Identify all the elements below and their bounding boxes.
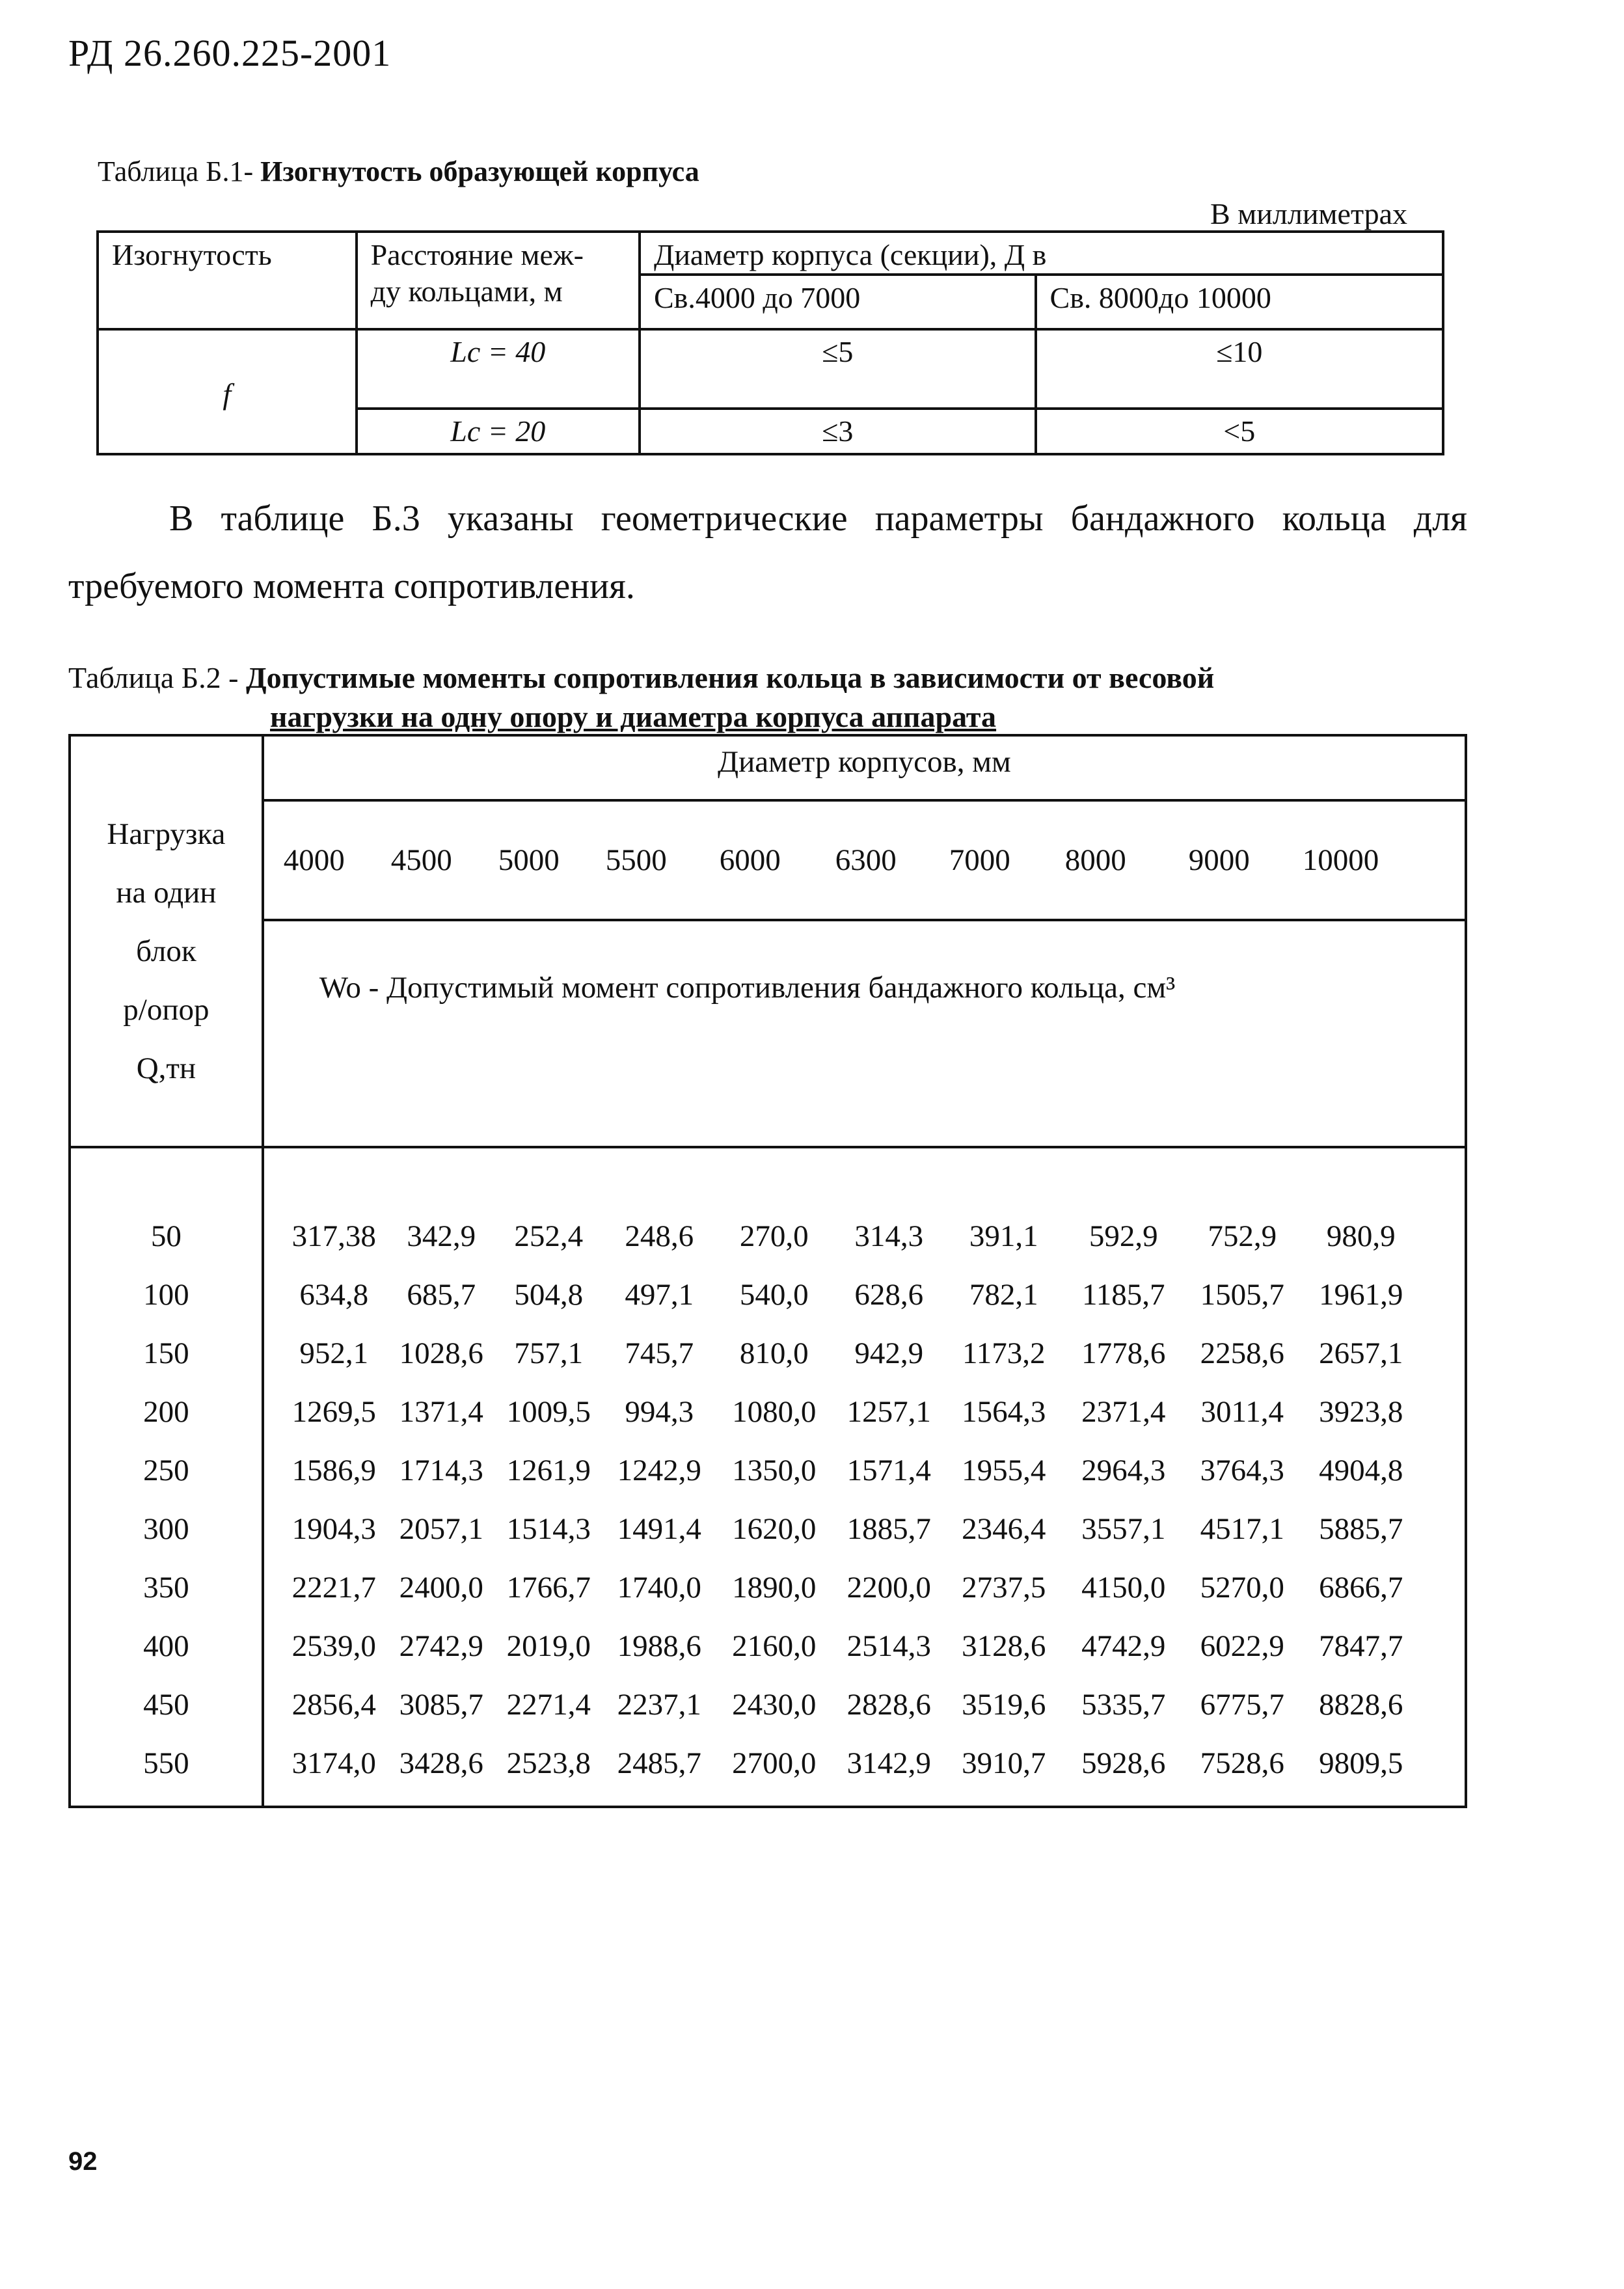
table-cell: 2964,3	[1081, 1454, 1166, 1487]
table-cell: 1514,3	[506, 1512, 591, 1546]
table1-symbol: f	[98, 329, 357, 454]
table-cell: 994,3	[625, 1395, 694, 1429]
table-cell: 2700,0	[732, 1746, 817, 1780]
table-row	[280, 1558, 1465, 1617]
table-cell: 1009,5	[506, 1395, 591, 1429]
table-cell: 4742,9	[1081, 1629, 1166, 1663]
table-cell: 1740,0	[617, 1571, 701, 1605]
table-cell: 317,38	[291, 1219, 376, 1253]
table-cell: 2514,3	[846, 1629, 931, 1663]
table-cell: 1766,7	[506, 1571, 591, 1605]
side-head-line: Нагрузка	[107, 817, 226, 851]
table2-load-column	[70, 1147, 263, 1807]
table-cell: 504,8	[514, 1278, 584, 1312]
load-value: 150	[143, 1336, 189, 1370]
table-cell: 2657,1	[1319, 1336, 1403, 1370]
table1-row2-v1: ≤3	[640, 409, 1036, 454]
table-cell: 3557,1	[1081, 1512, 1166, 1546]
table-cell: 5928,6	[1081, 1746, 1166, 1780]
diameter-label: 4500	[390, 843, 452, 877]
table-cell: 2057,1	[399, 1512, 483, 1546]
table-cell: 3923,8	[1319, 1395, 1403, 1429]
side-head-line: р/опор	[123, 992, 210, 1027]
load-value: 100	[143, 1278, 189, 1312]
table-cell: 2856,4	[291, 1688, 376, 1722]
side-head-line: Q,тн	[136, 1051, 196, 1085]
table-cell: 314,3	[854, 1219, 924, 1253]
table1-row2-v2: <5	[1036, 409, 1443, 454]
diameter-label: 5000	[498, 843, 560, 877]
load-value: 300	[143, 1512, 189, 1546]
load-value: 250	[143, 1454, 189, 1487]
table-cell: 952,1	[299, 1336, 369, 1370]
table-cell: 745,7	[625, 1336, 694, 1370]
table-cell: 2271,4	[506, 1688, 591, 1722]
table-cell: 1988,6	[617, 1629, 701, 1663]
table-cell: 9809,5	[1319, 1746, 1403, 1780]
table-cell: 6866,7	[1319, 1571, 1403, 1605]
table-cell: 2737,5	[962, 1571, 1046, 1605]
table1-header-diameter: Диаметр корпуса (секции), Д в	[640, 232, 1443, 275]
table-cell: 942,9	[854, 1336, 924, 1370]
table1-units: В миллиметрах	[1210, 197, 1408, 230]
table-cell: 3910,7	[962, 1746, 1046, 1780]
table-row	[280, 1734, 1465, 1793]
table-cell: 540,0	[739, 1278, 809, 1312]
table-cell: 1564,3	[962, 1395, 1046, 1429]
table-cell: 1350,0	[732, 1454, 817, 1487]
table-cell: 1371,4	[399, 1395, 483, 1429]
table-row	[280, 1383, 1465, 1441]
table-cell: 782,1	[969, 1278, 1038, 1312]
table-row	[280, 1441, 1465, 1500]
table2-caption-prefix: Таблица Б.2 -	[68, 661, 239, 694]
diameters-list	[284, 843, 1465, 878]
table1-row1-v2: ≤10	[1036, 329, 1443, 409]
table-cell: 3174,0	[291, 1746, 376, 1780]
table-cell: 634,8	[299, 1278, 369, 1312]
table-cell: 1904,3	[291, 1512, 376, 1546]
table1-header-curvature: Изогнутость	[98, 232, 357, 329]
table-cell: 1505,7	[1200, 1278, 1284, 1312]
document-code: РД 26.260.225-2001	[68, 32, 392, 74]
table1-header-d1: Св.4000 до 7000	[640, 275, 1036, 329]
table-row	[280, 1617, 1465, 1675]
table-cell: 2346,4	[962, 1512, 1046, 1546]
table-cell: 3011,4	[1200, 1395, 1284, 1429]
table-cell: 2200,0	[846, 1571, 931, 1605]
table-cell: 342,9	[407, 1219, 476, 1253]
page-number: 92	[68, 2147, 98, 2176]
table2-diameters-row	[263, 800, 1466, 920]
side-head-line: блок	[136, 934, 196, 968]
table-cell: 1261,9	[506, 1454, 591, 1487]
table-cell: 2237,1	[617, 1688, 701, 1722]
table2-diameter-header: Диаметр корпусов, мм	[263, 735, 1466, 800]
table-cell: 810,0	[739, 1336, 809, 1370]
table-cell: 2539,0	[291, 1629, 376, 1663]
load-value: 200	[143, 1395, 189, 1429]
table-cell: 2019,0	[506, 1629, 591, 1663]
diameter-label: 6300	[835, 843, 897, 877]
table-cell: 4150,0	[1081, 1571, 1166, 1605]
table-cell: 1961,9	[1319, 1278, 1403, 1312]
table-cell: 2371,4	[1081, 1395, 1166, 1429]
table2-side-header	[70, 735, 263, 1147]
table-cell: 1778,6	[1081, 1336, 1166, 1370]
table1-header-distance-line2: ду кольцами, м	[370, 275, 563, 308]
table-cell: 6775,7	[1200, 1688, 1284, 1722]
table-cell: 1028,6	[399, 1336, 483, 1370]
table-cell: 2221,7	[291, 1571, 376, 1605]
table-cell: 3764,3	[1200, 1454, 1284, 1487]
table-cell: 252,4	[514, 1219, 584, 1253]
table-cell: 1620,0	[732, 1512, 817, 1546]
table-cell: 757,1	[514, 1336, 584, 1370]
table-cell: 3085,7	[399, 1688, 483, 1722]
diameter-label: 8000	[1064, 843, 1126, 877]
paragraph-line2: требуемого момента сопротивления.	[68, 566, 635, 606]
table2-caption	[68, 658, 1214, 737]
table-row	[280, 1500, 1465, 1558]
table-cell: 2523,8	[506, 1746, 591, 1780]
table-cell: 8828,6	[1319, 1688, 1403, 1722]
table-cell: 3519,6	[962, 1688, 1046, 1722]
table-cell: 3128,6	[962, 1629, 1046, 1663]
table-cell: 248,6	[625, 1219, 694, 1253]
table2-caption-line1: Допустимые моменты сопротивления кольца в зависимости от весовой	[245, 661, 1215, 694]
table1-caption-prefix: Таблица Б.1-	[98, 156, 254, 187]
table-cell: 3142,9	[846, 1746, 931, 1780]
table-cell: 2828,6	[846, 1688, 931, 1722]
table2-wo-header: Wo - Допустимый момент сопротивления бандажного кольца, см³	[263, 920, 1466, 1147]
table-cell: 1080,0	[732, 1395, 817, 1429]
table-row	[280, 1324, 1465, 1383]
table-cell: 4517,1	[1200, 1512, 1284, 1546]
table-row	[280, 1207, 1465, 1266]
diameter-label: 4000	[283, 843, 345, 877]
table1-caption-title: Изогнутость образующей корпуса	[260, 156, 699, 187]
table-cell: 2742,9	[399, 1629, 483, 1663]
table-cell: 6022,9	[1200, 1629, 1284, 1663]
side-head-line: на один	[116, 875, 217, 910]
load-value: 550	[143, 1746, 189, 1780]
table-cell: 1586,9	[291, 1454, 376, 1487]
table-cell: 1890,0	[732, 1571, 817, 1605]
table1-row1-v1: ≤5	[640, 329, 1036, 409]
table1-caption	[98, 155, 699, 188]
load-value: 450	[143, 1688, 189, 1722]
table1-header-distance	[357, 232, 640, 329]
table-cell: 2258,6	[1200, 1336, 1284, 1370]
table-cell: 1269,5	[291, 1395, 376, 1429]
table-row	[280, 1675, 1465, 1734]
table-cell: 7528,6	[1200, 1746, 1284, 1780]
table-cell: 1185,7	[1082, 1278, 1165, 1312]
paragraph-line1: В таблице Б.3 указаны геометрические параметры бандажного кольца для	[169, 498, 1467, 539]
table-cell: 391,1	[969, 1219, 1038, 1253]
table-cell: 5335,7	[1081, 1688, 1166, 1722]
table-cell: 497,1	[625, 1278, 694, 1312]
table-cell: 2400,0	[399, 1571, 483, 1605]
table-cell: 1257,1	[846, 1395, 931, 1429]
table-cell: 2160,0	[732, 1629, 817, 1663]
table-cell: 1714,3	[399, 1454, 483, 1487]
load-value: 400	[143, 1629, 189, 1663]
table1-row2-lc: Lc = 20	[357, 409, 640, 454]
load-value: 350	[143, 1571, 189, 1605]
table-cell: 5885,7	[1319, 1512, 1403, 1546]
load-value: 50	[150, 1219, 182, 1253]
diameter-label: 7000	[949, 843, 1010, 877]
table1-header-distance-line1: Расстояние меж-	[370, 238, 584, 271]
table-cell: 4904,8	[1319, 1454, 1403, 1487]
diameter-label: 6000	[719, 843, 781, 877]
table2-values-block	[263, 1147, 1466, 1807]
table-cell: 1242,9	[617, 1454, 701, 1487]
table-cell: 2430,0	[732, 1688, 817, 1722]
table-cell: 270,0	[739, 1219, 809, 1253]
table-cell: 752,9	[1208, 1219, 1277, 1253]
table2-caption-line2: нагрузки на одну опору и диаметра корпуса аппарата	[270, 700, 997, 733]
table-cell: 3428,6	[399, 1746, 483, 1780]
table1-row1-lc: Lc = 40	[357, 329, 640, 409]
table-cell: 7847,7	[1319, 1629, 1403, 1663]
diameter-label: 5500	[605, 843, 667, 877]
table-cell: 5270,0	[1200, 1571, 1284, 1605]
table-row	[280, 1266, 1465, 1324]
table-cell: 1173,2	[962, 1336, 1046, 1370]
diameter-label: 9000	[1188, 843, 1250, 877]
table-cell: 980,9	[1326, 1219, 1396, 1253]
body-paragraph	[68, 485, 1467, 620]
table2	[68, 734, 1467, 1808]
table-cell: 1491,4	[617, 1512, 701, 1546]
table-cell: 1885,7	[846, 1512, 931, 1546]
table-cell: 1955,4	[962, 1454, 1046, 1487]
table-cell: 2485,7	[617, 1746, 701, 1780]
table-cell: 628,6	[854, 1278, 924, 1312]
diameter-label: 10000	[1302, 843, 1379, 877]
table-cell: 685,7	[407, 1278, 476, 1312]
table-cell: 592,9	[1089, 1219, 1158, 1253]
table1	[96, 230, 1444, 455]
table-cell: 1571,4	[846, 1454, 931, 1487]
table1-header-d2: Св. 8000до 10000	[1036, 275, 1443, 329]
